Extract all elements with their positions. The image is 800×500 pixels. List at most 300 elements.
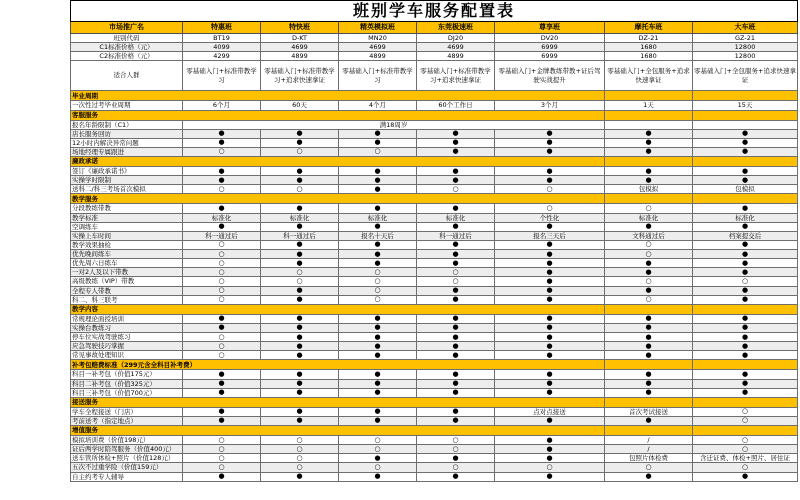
value-cell: ● (183, 370, 261, 379)
value-cell: ● (693, 268, 798, 277)
section-cell (605, 426, 693, 436)
value-cell: ● (417, 323, 495, 332)
section-cell (605, 110, 693, 120)
value-cell: 标准化 (417, 213, 495, 222)
value-cell: ○ (183, 445, 261, 454)
table-row (71, 185, 798, 194)
value-cell: ○ (261, 268, 339, 277)
section-cell (605, 360, 693, 370)
value-cell: ○ (183, 333, 261, 342)
section-label: 毕业周期 (71, 91, 605, 101)
value-cell: ○ (183, 259, 261, 268)
table-row (71, 436, 798, 445)
section-cell (693, 91, 798, 101)
value-cell: 零基础入门+标准带教学习+追求快速拿证 (417, 61, 495, 91)
value-cell: ● (693, 472, 798, 481)
value-cell: ○ (339, 268, 417, 277)
value-cell: 6999 (495, 52, 605, 61)
value-cell: ● (495, 286, 605, 295)
value-cell: ● (261, 222, 339, 231)
value-cell: 4899 (339, 52, 417, 61)
value-cell: ○ (261, 147, 339, 156)
section-cell (693, 360, 798, 370)
value-cell: 6个月 (183, 101, 261, 110)
value-cell: ● (339, 351, 417, 360)
value-cell: ● (339, 472, 417, 481)
value-cell (693, 120, 798, 129)
value-cell: 零基础入门+标准带教学习+追求快速拿证 (261, 61, 339, 91)
table-row (71, 120, 798, 129)
value-cell: 标准化 (261, 213, 339, 222)
value-cell: ● (339, 167, 417, 176)
row-label: 班别代码 (71, 34, 183, 43)
row-label: 考前送考（指定地点） (71, 416, 183, 425)
row-label: 店长服务回访 (71, 129, 183, 138)
value-cell: ○ (417, 277, 495, 286)
value-cell: ○ (183, 351, 261, 360)
value-cell: ○ (339, 286, 417, 295)
value-cell: 科一通过后 (261, 231, 339, 240)
value-cell: 3个月 (495, 101, 605, 110)
value-cell: ● (261, 323, 339, 332)
section-label: 接送服务 (71, 397, 605, 407)
section-cell (605, 304, 693, 314)
value-cell: ○ (693, 436, 798, 445)
value-cell: ● (417, 204, 495, 213)
value-cell: ● (693, 342, 798, 351)
value-cell: ● (417, 416, 495, 425)
section-row (71, 91, 798, 101)
value-cell: ● (339, 314, 417, 323)
row-label: C2标准价格（元） (71, 52, 183, 61)
column-header-class: 特快班 (261, 22, 339, 34)
section-cell (605, 194, 693, 204)
value-cell: ○ (261, 454, 339, 463)
value-cell: 4299 (183, 52, 261, 61)
row-label: 一对2人及以下带教 (71, 268, 183, 277)
section-row (71, 194, 798, 204)
value-cell: 包照片体检费 (605, 454, 693, 463)
value-cell: ● (417, 370, 495, 379)
value-cell: ● (417, 147, 495, 156)
value-cell: ● (605, 379, 693, 388)
row-label: 模拟培训费（价值198元） (71, 436, 183, 445)
row-label: 证后两学时陪驾服务（价值400元） (71, 445, 183, 454)
value-cell: ● (261, 286, 339, 295)
value-cell: ● (183, 472, 261, 481)
row-label: 全程专人带教 (71, 286, 183, 295)
section-cell (693, 194, 798, 204)
value-cell: ● (495, 388, 605, 397)
value-cell: 4099 (183, 43, 261, 52)
value-cell: ● (339, 342, 417, 351)
value-cell: ● (495, 176, 605, 185)
table-row (71, 129, 798, 138)
value-cell: ● (495, 454, 605, 463)
value-cell: ○ (417, 436, 495, 445)
value-cell: ○ (339, 147, 417, 156)
header-row (71, 22, 798, 34)
table-body (71, 34, 798, 482)
value-cell: ● (693, 167, 798, 176)
value-cell: D-KT (261, 34, 339, 43)
value-cell: ● (693, 370, 798, 379)
row-label: 送车管所体检+照片（价值128元） (71, 454, 183, 463)
value-cell: ● (693, 250, 798, 259)
value-cell: ● (605, 138, 693, 147)
value-cell: GZ-21 (693, 34, 798, 43)
value-cell: ● (495, 222, 605, 231)
value-cell: 报名三天后 (495, 231, 605, 240)
section-cell (693, 157, 798, 167)
value-cell: ○ (183, 147, 261, 156)
value-cell: 标准化 (605, 213, 693, 222)
value-cell: ● (495, 268, 605, 277)
value-cell: ● (261, 176, 339, 185)
value-cell: ○ (693, 416, 798, 425)
value-cell: 4699 (261, 43, 339, 52)
value-cell: ● (183, 416, 261, 425)
value-cell: ○ (693, 277, 798, 286)
value-cell: ● (693, 323, 798, 332)
section-row (71, 426, 798, 436)
value-cell: ● (417, 295, 495, 304)
section-cell (605, 91, 693, 101)
value-cell: ● (261, 167, 339, 176)
value-cell: ● (339, 204, 417, 213)
value-cell: ○ (605, 204, 693, 213)
value-cell: ● (417, 176, 495, 185)
section-label: 补考包赔费标准（299元含全科目补考费） (71, 360, 605, 370)
row-label: 适合人群 (71, 61, 183, 91)
value-cell: ○ (261, 445, 339, 454)
value-cell: ● (693, 259, 798, 268)
row-label: 教学标准 (71, 213, 183, 222)
value-cell: ● (693, 379, 798, 388)
value-cell: ○ (261, 463, 339, 472)
value-cell: ● (339, 259, 417, 268)
value-cell: DJ20 (417, 34, 495, 43)
value-cell: ● (417, 314, 495, 323)
value-cell: 标准化 (339, 213, 417, 222)
value-cell: ○ (261, 277, 339, 286)
value-cell: ● (495, 129, 605, 138)
value-cell: ○ (183, 342, 261, 351)
value-cell: ● (693, 204, 798, 213)
value-cell: ● (495, 295, 605, 304)
value-cell: ● (605, 167, 693, 176)
value-cell: ● (417, 129, 495, 138)
value-cell: 零基础入门+全包服务+追求快速拿证 (605, 61, 693, 91)
section-label: 教学服务 (71, 194, 605, 204)
value-cell: ● (339, 407, 417, 416)
value-cell: ○ (183, 463, 261, 472)
value-cell: 档案提交后 (693, 231, 798, 240)
section-cell (693, 110, 798, 120)
table-row (71, 342, 798, 351)
section-cell (693, 397, 798, 407)
value-cell: 1天 (605, 101, 693, 110)
value-cell: ● (495, 323, 605, 332)
value-cell: ○ (183, 240, 261, 249)
value-cell: ● (693, 176, 798, 185)
value-cell: ○ (183, 250, 261, 259)
value-cell: 4个月 (339, 101, 417, 110)
value-cell: ● (261, 407, 339, 416)
value-cell: ● (339, 454, 417, 463)
value-cell: ● (605, 259, 693, 268)
value-cell: ● (693, 351, 798, 360)
section-row (71, 397, 798, 407)
section-cell (693, 304, 798, 314)
value-cell: ○ (605, 240, 693, 249)
value-cell: 首次考试接送 (605, 407, 693, 416)
table-row (71, 407, 798, 416)
section-row (71, 360, 798, 370)
row-label: 科目三补考包（价值700元） (71, 388, 183, 397)
value-cell: ● (605, 351, 693, 360)
table-row (71, 445, 798, 454)
value-cell: ● (261, 333, 339, 342)
value-cell: ○ (183, 185, 261, 194)
value-cell: ● (495, 370, 605, 379)
value-cell: 零基础入门+金牌教练带教+证后驾驶实战提升 (495, 61, 605, 91)
table-row (71, 379, 798, 388)
row-label: 高级教练（VIP）带教 (71, 277, 183, 286)
table-row (71, 231, 798, 240)
row-label: 学车全程接送（门店） (71, 407, 183, 416)
value-cell: 科一通过后 (417, 231, 495, 240)
table-row (71, 333, 798, 342)
value-cell: ● (693, 240, 798, 249)
value-cell: ● (495, 277, 605, 286)
table-row (71, 222, 798, 231)
value-cell: ● (183, 138, 261, 147)
table-row (71, 101, 798, 110)
table-row (71, 277, 798, 286)
row-label: 实操台教练习 (71, 323, 183, 332)
value-cell: ○ (417, 268, 495, 277)
value-cell: 12800 (693, 43, 798, 52)
value-cell: ● (261, 379, 339, 388)
table-row (71, 268, 798, 277)
value-cell: ● (605, 333, 693, 342)
row-label: 场地经理专属跟进 (71, 147, 183, 156)
value-cell: 零基础入门+标准带教学习 (183, 61, 261, 91)
section-label: 客服服务 (71, 110, 605, 120)
value-cell: ● (183, 314, 261, 323)
value-cell: ● (339, 388, 417, 397)
value-cell: 1680 (605, 52, 693, 61)
value-cell: / (605, 436, 693, 445)
value-cell: 标准化 (693, 213, 798, 222)
value-cell: DV20 (495, 34, 605, 43)
value-cell: 零基础入门+标准带教学习 (339, 61, 417, 91)
table-row (71, 34, 798, 43)
section-label: 增值服务 (71, 426, 605, 436)
value-cell: ● (261, 351, 339, 360)
value-cell: ○ (693, 407, 798, 416)
row-label: 科二、科三联考 (71, 295, 183, 304)
value-cell: ● (693, 222, 798, 231)
merged-value-cell: 满18周岁 (183, 120, 605, 129)
value-cell: ● (605, 314, 693, 323)
value-cell: ● (417, 259, 495, 268)
value-cell: 文科通过后 (605, 231, 693, 240)
value-cell: ● (417, 407, 495, 416)
value-cell: ○ (339, 436, 417, 445)
value-cell: 4899 (261, 52, 339, 61)
row-label: 实操上车时间 (71, 231, 183, 240)
value-cell: ● (261, 204, 339, 213)
value-cell: ○ (339, 277, 417, 286)
value-cell: ● (693, 147, 798, 156)
value-cell: ● (339, 323, 417, 332)
value-cell: ○ (183, 454, 261, 463)
table-row (71, 314, 798, 323)
column-header-class: 精英模拟班 (339, 22, 417, 34)
value-cell: 点对点接送 (495, 407, 605, 416)
value-cell: ○ (495, 185, 605, 194)
table-row (71, 167, 798, 176)
table-row (71, 213, 798, 222)
value-cell: ● (339, 416, 417, 425)
value-cell: ● (605, 129, 693, 138)
value-cell: ● (183, 407, 261, 416)
row-label: 分段教练带教 (71, 204, 183, 213)
table-row (71, 370, 798, 379)
value-cell: 含迁证费、体检+照片、居住证 (693, 454, 798, 463)
section-label: 廉政承诺 (71, 157, 605, 167)
value-cell: ○ (261, 185, 339, 194)
title-row (71, 1, 798, 22)
value-cell: ● (183, 388, 261, 397)
value-cell: ○ (339, 445, 417, 454)
value-cell: ● (417, 138, 495, 147)
value-cell: ● (693, 286, 798, 295)
value-cell: ● (183, 222, 261, 231)
value-cell: ● (339, 370, 417, 379)
value-cell: ● (693, 314, 798, 323)
value-cell: 15天 (693, 101, 798, 110)
section-row (71, 157, 798, 167)
section-label: 教学内容 (71, 304, 605, 314)
value-cell: ● (339, 129, 417, 138)
value-cell: ○ (183, 277, 261, 286)
value-cell: ○ (605, 463, 693, 472)
value-cell: ○ (417, 463, 495, 472)
value-cell: ● (417, 454, 495, 463)
table-row (71, 204, 798, 213)
value-cell: 包模拟 (605, 185, 693, 194)
value-cell: ● (183, 176, 261, 185)
value-cell: ● (261, 250, 339, 259)
value-cell: ● (495, 240, 605, 249)
value-cell: ● (339, 222, 417, 231)
value-cell: ● (261, 259, 339, 268)
value-cell: ○ (417, 185, 495, 194)
value-cell: ● (495, 416, 605, 425)
row-label: C1标准价格（元） (71, 43, 183, 52)
value-cell: ● (261, 240, 339, 249)
value-cell: ● (605, 472, 693, 481)
value-cell: ● (261, 295, 339, 304)
value-cell: ○ (339, 295, 417, 304)
section-cell (605, 397, 693, 407)
value-cell: ● (261, 472, 339, 481)
value-cell: ● (495, 333, 605, 342)
table-row (71, 138, 798, 147)
section-cell (605, 157, 693, 167)
value-cell: ○ (183, 286, 261, 295)
value-cell: ● (693, 388, 798, 397)
value-cell: ● (339, 185, 417, 194)
value-cell: ● (605, 416, 693, 425)
value-cell: ○ (183, 295, 261, 304)
value-cell: ● (339, 240, 417, 249)
row-label: 优先晚间练车 (71, 250, 183, 259)
value-cell: ● (495, 436, 605, 445)
value-cell: ○ (605, 250, 693, 259)
table-row (71, 454, 798, 463)
table-row (71, 351, 798, 360)
value-cell: ○ (605, 277, 693, 286)
value-cell: ● (605, 147, 693, 156)
value-cell: ● (495, 138, 605, 147)
value-cell: ● (605, 323, 693, 332)
column-header-class: 尊享班 (495, 22, 605, 34)
value-cell: ● (261, 138, 339, 147)
value-cell: ● (495, 351, 605, 360)
value-cell: ● (417, 167, 495, 176)
value-cell: ○ (183, 268, 261, 277)
row-label: 停车位实战驾驶练习 (71, 333, 183, 342)
section-row (71, 304, 798, 314)
value-cell: ● (339, 176, 417, 185)
row-label: 科目一补考包（价值175元） (71, 370, 183, 379)
value-cell: ● (417, 333, 495, 342)
value-cell: ● (183, 129, 261, 138)
value-cell: ● (261, 129, 339, 138)
value-cell: ● (605, 268, 693, 277)
value-cell: ● (693, 129, 798, 138)
value-cell: 零基础入门+全包服务+追求快速拿证 (693, 61, 798, 91)
table-row (71, 295, 798, 304)
value-cell: ● (183, 323, 261, 332)
value-cell: ○ (495, 463, 605, 472)
table-row (71, 176, 798, 185)
column-header-class: 摩托车班 (605, 22, 693, 34)
value-cell: ○ (183, 436, 261, 445)
value-cell: ● (417, 250, 495, 259)
table-row (71, 52, 798, 61)
value-cell: ● (261, 342, 339, 351)
row-label: 实操学时限制 (71, 176, 183, 185)
table-row (71, 472, 798, 481)
value-cell: ● (261, 370, 339, 379)
value-cell: ● (495, 259, 605, 268)
value-cell: ● (605, 388, 693, 397)
table-row (71, 43, 798, 52)
value-cell: ● (495, 342, 605, 351)
value-cell: ● (605, 342, 693, 351)
value-cell: MN20 (339, 34, 417, 43)
value-cell: ● (495, 167, 605, 176)
value-cell: ● (495, 250, 605, 259)
value-cell: ● (417, 222, 495, 231)
value-cell: ○ (261, 436, 339, 445)
value-cell: ● (417, 286, 495, 295)
